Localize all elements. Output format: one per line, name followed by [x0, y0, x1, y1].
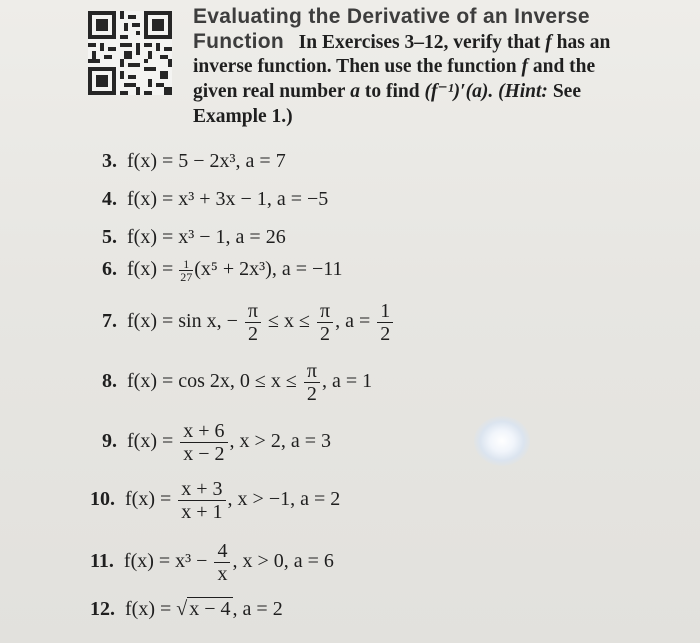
exercise-5: 5. f(x) = x³ − 1, a = 26	[102, 226, 286, 248]
fraction: $\frac{\pi}{2}$	[245, 300, 261, 345]
exercise-9: 9. f(x) = $\frac{x + 6}{x - 2}$ , x > 2, a = 3	[102, 420, 331, 465]
exercise-expression: f(x) = x³ + 3x − 1, a = −5	[127, 188, 329, 210]
exercise-6: 6. f(x) = $\frac{1}{27}$ (x⁵ + 2x³), a = −11	[102, 257, 343, 284]
fraction: $\frac{4}{x}$	[214, 540, 230, 585]
fraction: $\frac{\pi}{2}$	[304, 360, 320, 405]
exercise-expression: f(x) = 5 − 2x³, a = 7	[127, 150, 286, 172]
exercise-expression: f(x) = x³ − 1, a = 26	[127, 226, 286, 248]
exercise-12: 12. f(x) = √ x − 4 , a = 2	[90, 598, 283, 620]
square-root: √ x − 4	[176, 598, 231, 620]
fraction: $\frac{1}{27}$	[180, 257, 193, 284]
exercise-10: 10. f(x) = $\frac{x + 3}{x + 1}$ , x > −1, a = 2	[90, 478, 341, 523]
exercise-11: 11. f(x) = x³ − $\frac{4}{x}$ , x > 0, a = 6	[90, 540, 334, 585]
section-title-cont: Function	[193, 30, 285, 53]
exercise-7: 7. f(x) = sin x, − $\frac{\pi}{2}$ ≤ x ≤ $\frac{\pi}{2}$ , a = $\frac{1}{2}$	[102, 300, 395, 345]
fraction: $\frac{\pi}{2}$	[317, 300, 333, 345]
fraction: $\frac{1}{2}$	[377, 300, 393, 345]
exercise-3: 3. f(x) = 5 − 2x³, a = 7	[102, 150, 286, 172]
intro-text: In Exercises 3–12, verify that	[298, 32, 541, 53]
exercise-instructions: Evaluating the Derivative of an Inverse Function In Exercises 3–12, verify that f has an inverse function. Then use the function f and the given real number a to find (f⁻¹)′(a). (Hint: See Example 1.)	[193, 5, 611, 127]
exercise-4: 4. f(x) = x³ + 3x − 1, a = −5	[102, 188, 329, 210]
light-glare	[474, 416, 530, 466]
fraction: $\frac{x + 6}{x - 2}$	[180, 420, 227, 465]
fraction: $\frac{x + 3}{x + 1}$	[178, 478, 225, 523]
qr-code-icon	[88, 8, 172, 98]
exercise-8: 8. f(x) = cos 2x, 0 ≤ x ≤ $\frac{\pi}{2}$ , a = 1	[102, 360, 373, 405]
section-title: Evaluating the Derivative of an Inverse	[193, 5, 590, 28]
